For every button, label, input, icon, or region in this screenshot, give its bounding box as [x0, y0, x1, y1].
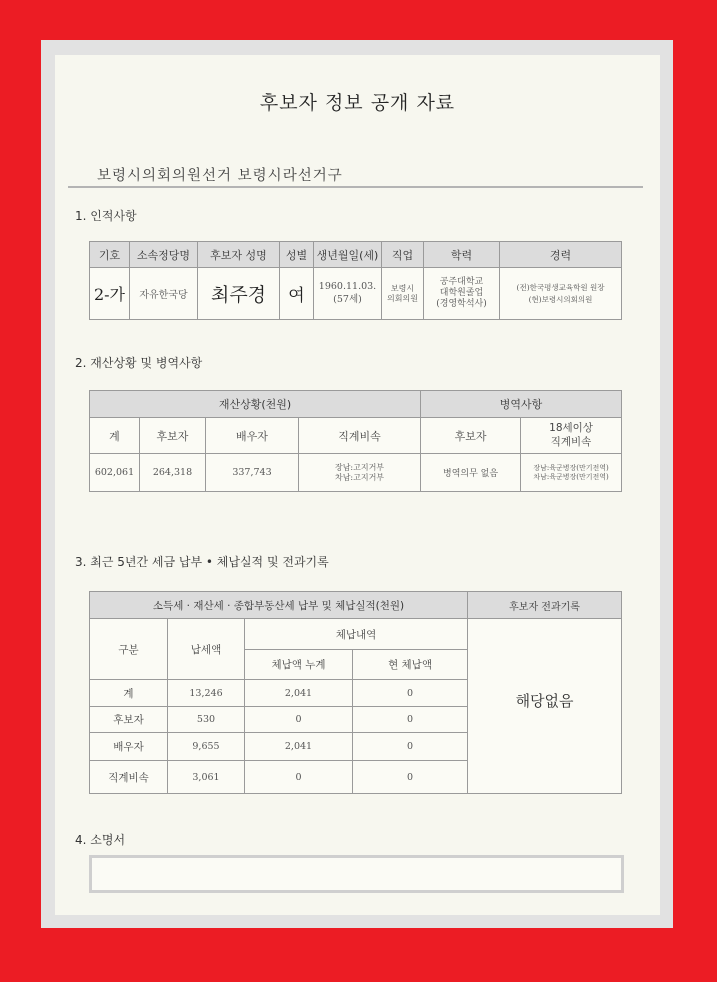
tax-record-table [89, 591, 622, 794]
military-candidate-value: 병역의무 없음 [421, 454, 521, 492]
header-party: 소속정당명 [130, 242, 198, 268]
row-arrears-current: 0 [353, 761, 468, 794]
personal-info-table [89, 241, 622, 320]
row-paid: 3,061 [168, 761, 245, 794]
header-education: 학력 [424, 242, 500, 268]
candidate-name: 최주경 [198, 268, 280, 320]
statement-box [89, 855, 624, 893]
candidate-education: 공주대학교 대학원졸업 (경영학석사) [424, 268, 500, 320]
row-arrears-current: 0 [353, 680, 468, 707]
section-tax-heading: 3. 최근 5년간 세금 납부 • 체납실적 및 전과기록 [75, 555, 329, 569]
asset-spouse-value: 337,743 [206, 454, 299, 492]
row-arrears-current: 0 [353, 707, 468, 733]
section-personal-heading: 1. 인적사항 [75, 209, 137, 223]
header-military: 병역사항 [421, 391, 622, 418]
election-district: 보령시의회의원선거 보령시라선거구 [97, 168, 343, 184]
header-name: 후보자 성명 [198, 242, 280, 268]
header-career: 경력 [500, 242, 622, 268]
header-criminal-record: 후보자 전과기록 [468, 592, 622, 619]
district-divider [68, 186, 643, 188]
candidate-birth: 1960.11.03. (57세) [314, 268, 382, 320]
row-arrears-total: 2,041 [245, 733, 353, 761]
section-assets-heading: 2. 재산상황 및 병역사항 [75, 356, 203, 370]
section-statement-heading: 4. 소명서 [75, 833, 126, 847]
row-arrears-current: 0 [353, 733, 468, 761]
col-military-descendants: 18세이상 직계비속 [521, 418, 622, 454]
col-total: 계 [90, 418, 140, 454]
candidate-job: 보령시 의회의원 [382, 268, 424, 320]
document-title: 후보자 정보 공개 자료 [259, 92, 456, 114]
header-gender: 성별 [280, 242, 314, 268]
military-descendants-value: 장남:육군병장(만기전역) 차남:육군병장(만기전역) [521, 454, 622, 492]
col-descendants: 직계비속 [299, 418, 421, 454]
row-paid: 530 [168, 707, 245, 733]
col-spouse: 배우자 [206, 418, 299, 454]
col-candidate: 후보자 [140, 418, 206, 454]
header-number: 기호 [90, 242, 130, 268]
row-arrears-total: 0 [245, 761, 353, 794]
row-arrears-total: 0 [245, 707, 353, 733]
row-label: 직계비속 [90, 761, 168, 794]
candidate-party: 자유한국당 [130, 268, 198, 320]
row-paid: 9,655 [168, 733, 245, 761]
header-tax: 소득세 · 재산세 · 종합부동산세 납부 및 체납실적(천원) [90, 592, 468, 619]
col-arrears-total: 체납액 누계 [245, 650, 353, 680]
col-category: 구분 [90, 619, 168, 680]
candidate-career: (전)한국평생교육학원 원장 (현)보령시의회의원 [500, 268, 622, 320]
col-military-candidate: 후보자 [421, 418, 521, 454]
col-arrears: 체납내역 [245, 619, 468, 650]
row-arrears-total: 2,041 [245, 680, 353, 707]
row-label: 후보자 [90, 707, 168, 733]
row-label: 배우자 [90, 733, 168, 761]
candidate-gender: 여 [280, 268, 314, 320]
asset-candidate-value: 264,318 [140, 454, 206, 492]
row-label: 계 [90, 680, 168, 707]
criminal-record-value: 해당없음 [468, 619, 622, 794]
header-birth: 생년월일(세) [314, 242, 382, 268]
header-job: 직업 [382, 242, 424, 268]
header-assets: 재산상황(천원) [90, 391, 421, 418]
asset-descendants-value: 장남:고지거부 차남:고지거부 [299, 454, 421, 492]
col-arrears-current: 현 체납액 [353, 650, 468, 680]
asset-total-value: 602,061 [90, 454, 140, 492]
col-paid: 납세액 [168, 619, 245, 680]
candidate-number: 2-가 [90, 268, 130, 320]
row-paid: 13,246 [168, 680, 245, 707]
assets-military-table [89, 390, 622, 492]
